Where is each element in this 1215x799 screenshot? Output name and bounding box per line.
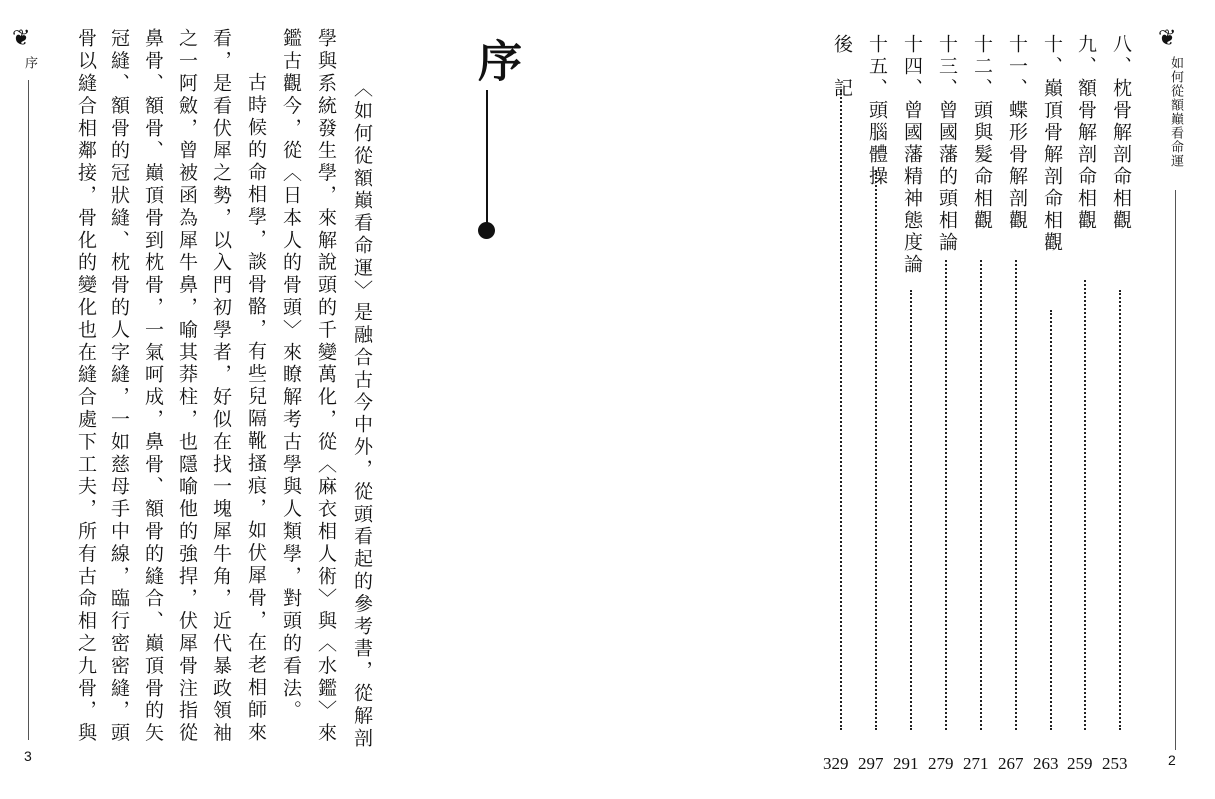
page-number: 3 xyxy=(24,748,32,764)
right-page xyxy=(600,0,1215,799)
toc-entry[interactable] xyxy=(928,34,962,774)
text-column: 之一阿斂，曾被函為犀牛鼻，喻其莽柱，也隱喻他的強捍，伏犀骨注指從 xyxy=(176,28,198,745)
toc-entry[interactable] xyxy=(893,34,927,774)
toc-title: 十二、頭與髮命相觀 xyxy=(971,34,993,232)
ornament-icon: ❦ xyxy=(12,26,31,51)
toc-leader xyxy=(840,90,842,730)
toc-page: 263 xyxy=(1033,754,1059,773)
text-column: 〈如何從額巔看命運〉是融合古今中外，從頭看起的參考書，從解剖 xyxy=(351,78,373,750)
title-dot xyxy=(478,222,495,239)
text-column: 學與系統發生學，來解說頭的千變萬化，從〈麻衣相人術〉與〈水鑑〉來 xyxy=(315,28,337,745)
toc-page: 279 xyxy=(928,754,954,773)
page-number: 2 xyxy=(1168,752,1176,768)
toc-leader xyxy=(1015,260,1017,730)
page-title: 序 xyxy=(470,38,521,82)
toc-leader xyxy=(1050,310,1052,730)
toc-page: 329 xyxy=(823,754,849,773)
toc-title: 八、枕骨解剖命相觀 xyxy=(1110,34,1132,232)
text-column: 鑑古觀今，從〈日本人的骨頭〉來瞭解考古學與人類學，對頭的看法。 xyxy=(280,28,302,723)
toc-title: 十三、曾國藩的頭相論 xyxy=(936,34,958,254)
toc-title: 十、巔頂骨解剖命相觀 xyxy=(1041,34,1063,254)
toc-leader xyxy=(980,260,982,730)
text-column: 看，是看伏犀之勢，以入門初學者，好似在找一塊犀牛角，近代暴政領袖 xyxy=(210,28,232,745)
text-column: 冠縫、額骨的冠狀縫、枕骨的人字縫，一如慈母手中線，臨行密密縫，頭 xyxy=(108,28,130,745)
toc-leader xyxy=(875,170,877,730)
running-head: 如何從額巔看命運 xyxy=(1168,56,1183,168)
toc-title: 後 記 xyxy=(831,34,853,100)
toc-entry[interactable] xyxy=(1067,34,1101,774)
running-head-rule xyxy=(28,80,29,740)
toc-title: 十一、蝶形骨解剖觀 xyxy=(1006,34,1028,232)
toc-leader xyxy=(910,290,912,730)
toc-page: 259 xyxy=(1067,754,1093,773)
toc-leader xyxy=(1119,290,1121,730)
toc-page: 253 xyxy=(1102,754,1128,773)
toc-title: 十五、頭腦體操 xyxy=(866,34,888,188)
toc-entry[interactable] xyxy=(1102,34,1136,774)
text-column: 鼻骨、額骨、巔頂骨到枕骨，一氣呵成，鼻骨、額骨的縫合、巔頂骨的矢 xyxy=(142,28,164,745)
text-column: 古時候的命相學，談骨骼，有些兒隔靴搔痕，如伏犀骨，在老相師來 xyxy=(245,72,267,744)
toc-page: 267 xyxy=(998,754,1024,773)
toc-entry[interactable] xyxy=(858,34,892,774)
toc-title: 十四、曾國藩精神態度論 xyxy=(901,34,923,276)
toc-leader xyxy=(945,260,947,730)
toc-entry[interactable] xyxy=(823,34,857,774)
toc-leader xyxy=(1084,280,1086,730)
toc-entry[interactable] xyxy=(963,34,997,774)
running-head: 序 xyxy=(22,56,37,70)
toc-entry[interactable] xyxy=(1033,34,1067,774)
toc-title: 九、額骨解剖命相觀 xyxy=(1075,34,1097,232)
toc-page: 297 xyxy=(858,754,884,773)
title-rule xyxy=(486,90,488,226)
toc-page: 271 xyxy=(963,754,989,773)
ornament-icon: ❦ xyxy=(1158,26,1177,51)
text-column: 骨以縫合相鄰接，骨化的變化也在縫合處下工夫，所有古命相之九骨，與 xyxy=(75,28,97,745)
running-head-rule xyxy=(1175,190,1176,750)
toc-page: 291 xyxy=(893,754,919,773)
toc-entry[interactable] xyxy=(998,34,1032,774)
left-page xyxy=(0,0,600,799)
